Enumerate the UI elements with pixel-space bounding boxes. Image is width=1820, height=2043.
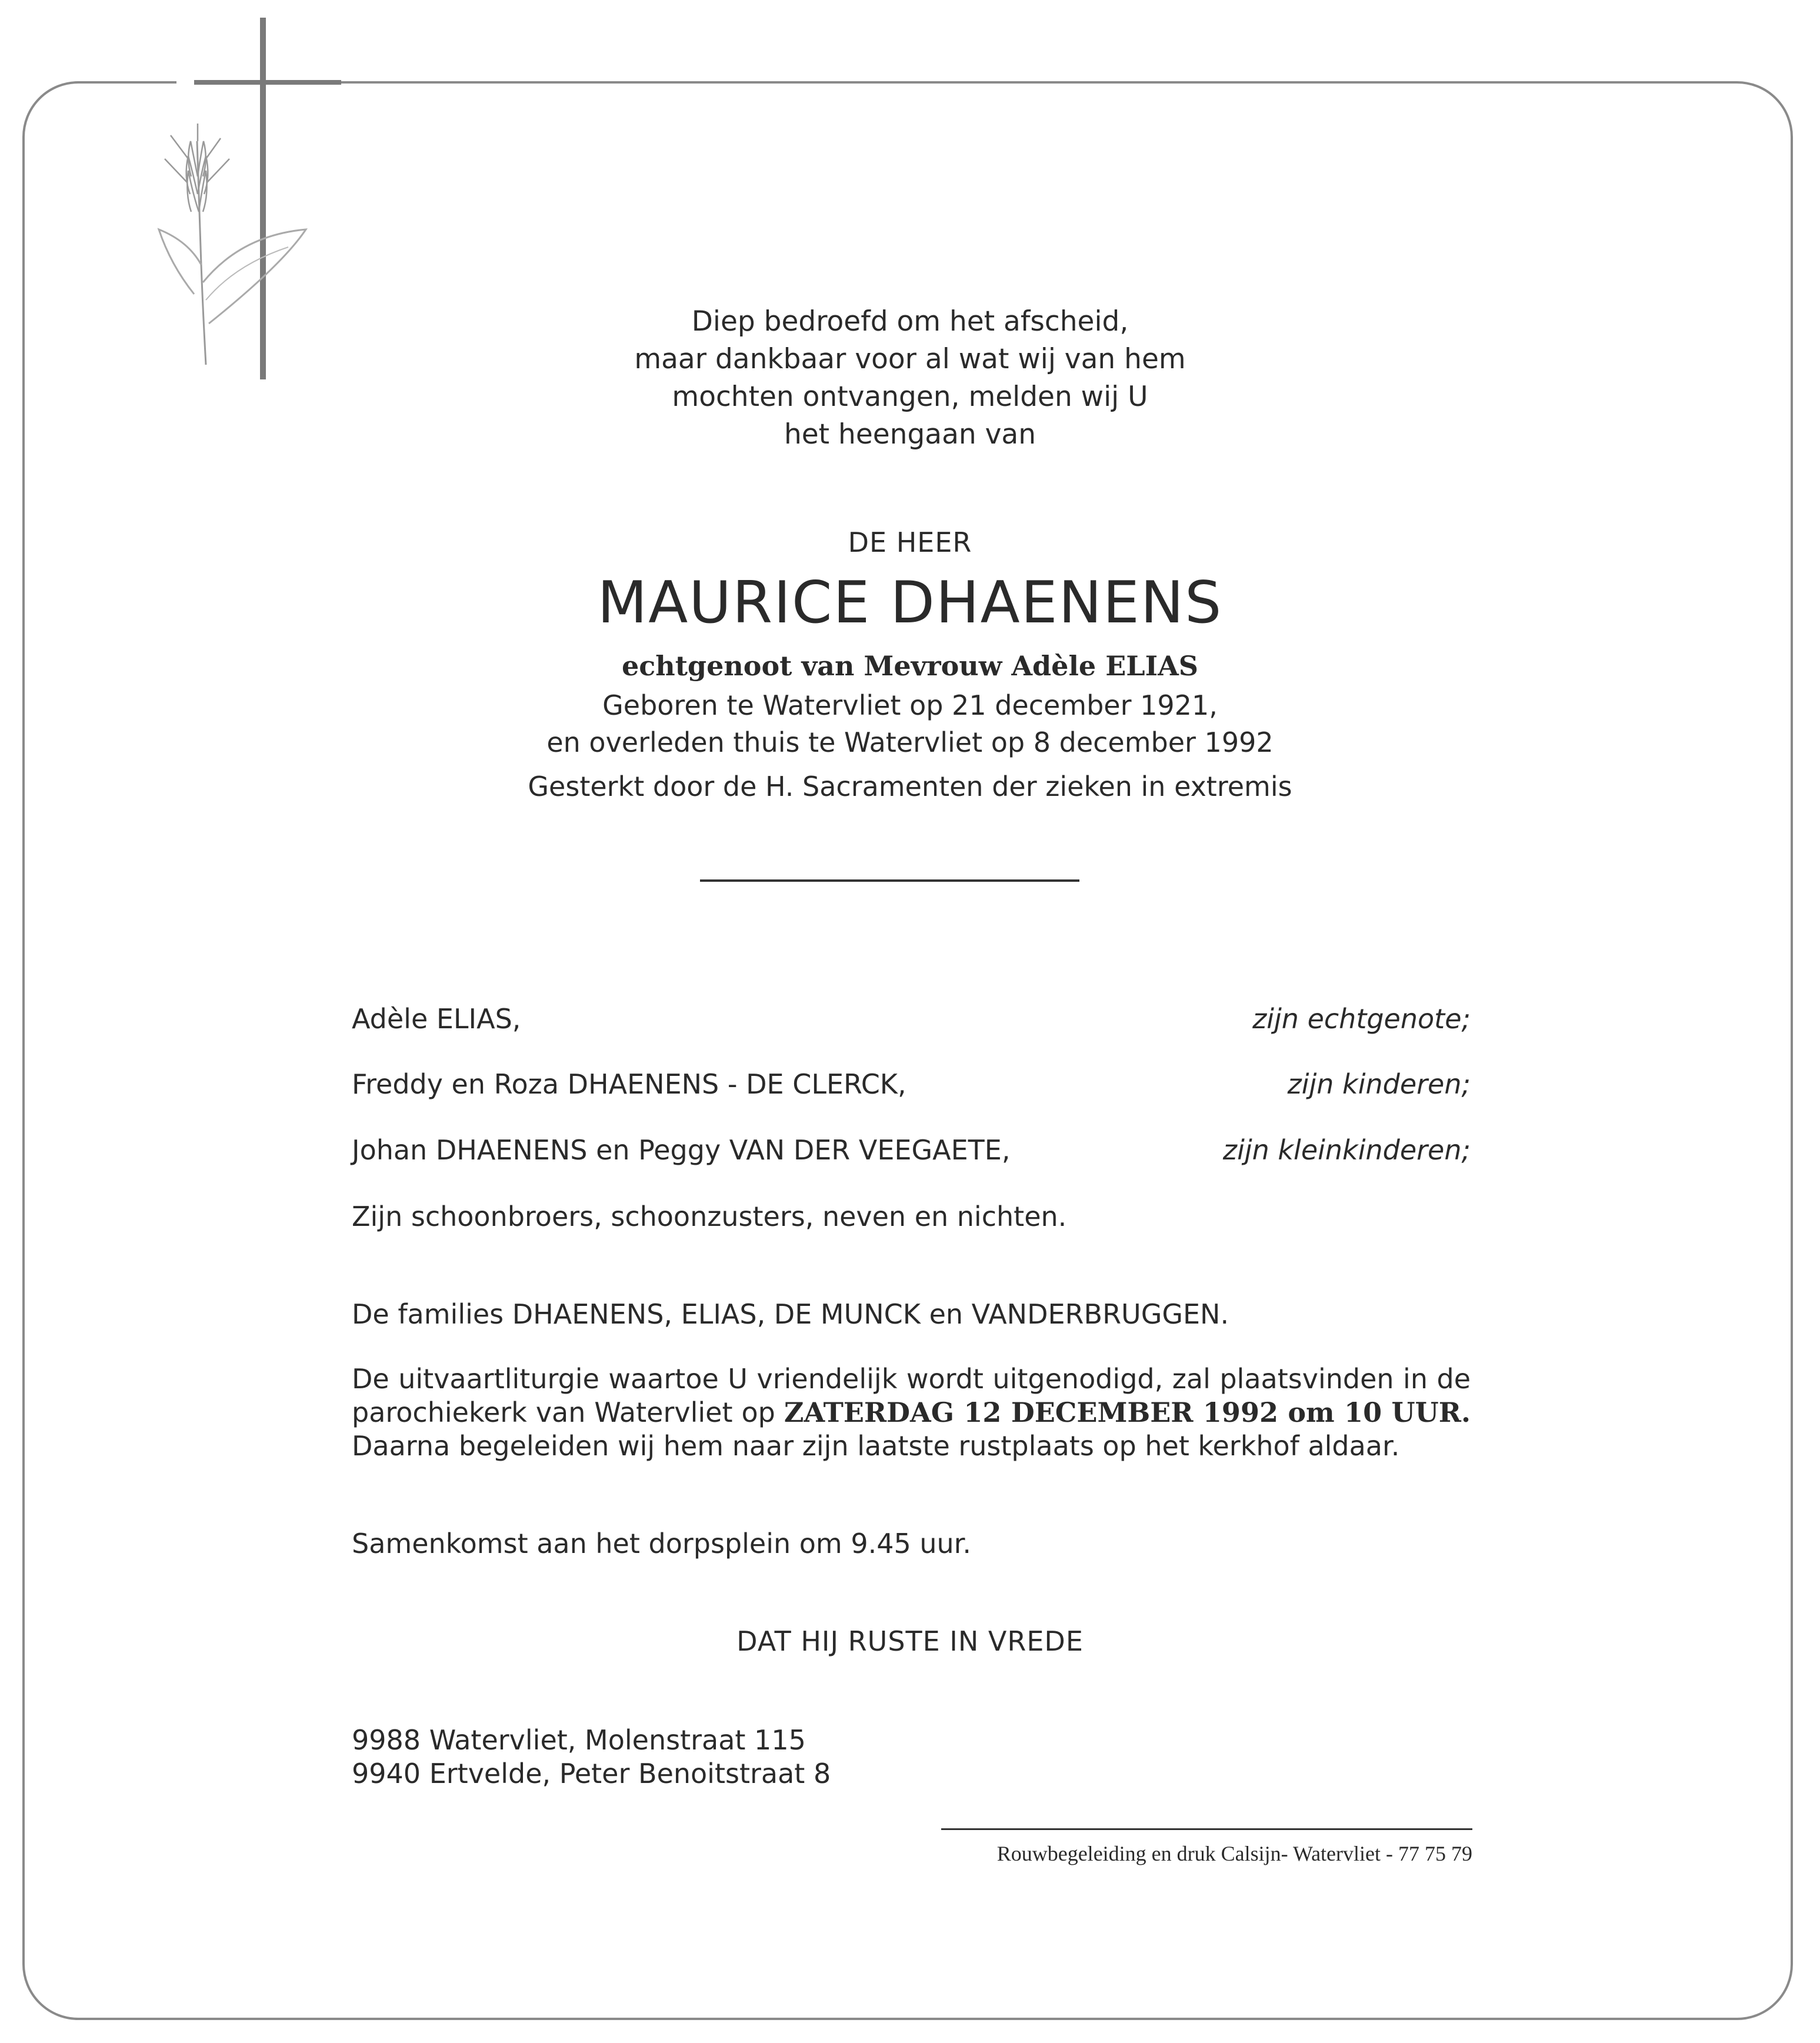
family-name: Freddy en Roza DHAENENS - DE CLERCK,: [352, 1068, 906, 1100]
divider: [700, 879, 1079, 882]
closing-line: DAT HIJ RUSTE IN VREDE: [736, 1625, 1084, 1657]
birth-line: Geboren te Watervliet op 21 december 1921,: [602, 689, 1218, 721]
life-dates: [0, 687, 1820, 761]
family-relation: zijn kleinkinderen;: [1222, 1134, 1471, 1166]
family-row: [352, 1068, 1471, 1104]
intro-line: maar dankbaar voor al wat wij van hem: [634, 343, 1186, 375]
funeral-text: Daarna begeleiden wij hem naar zijn laatste rustplaats op het kerkhof aldaar.: [352, 1430, 1400, 1462]
families-line: De families DHAENENS, ELIAS, DE MUNCK en VANDERBRUGGEN.: [352, 1298, 1229, 1330]
death-line: en overleden thuis te Watervliet op 8 december 1992: [546, 726, 1274, 758]
funeral-text: De uitvaartliturgie waartoe U vriendelijk wordt uitgenodigd, zal plaatsvinden in de parochiekerk van Watervliet op: [352, 1363, 1471, 1428]
intro-line: mochten ontvangen, melden wij U: [672, 381, 1148, 413]
family-row: [352, 1003, 1471, 1038]
deceased-title: DE HEER: [848, 526, 972, 558]
family-name: Adèle ELIAS,: [352, 1003, 521, 1035]
intro-text: [0, 303, 1820, 454]
relatives-line: Zijn schoonbroers, schoonzusters, neven en nichten.: [352, 1201, 1067, 1232]
deceased-spouse: echtgenoot van Mevrouw Adèle ELIAS: [621, 650, 1199, 682]
family-relation: zijn echtgenote;: [1252, 1003, 1471, 1035]
addresses: [352, 1724, 831, 1791]
family-name: Johan DHAENENS en Peggy VAN DER VEEGAETE,: [352, 1134, 1011, 1166]
address-line: 9988 Watervliet, Molenstraat 115: [352, 1724, 806, 1756]
family-relation: zijn kinderen;: [1287, 1068, 1471, 1100]
deceased-name: MAURICE DHAENENS: [597, 569, 1223, 636]
funeral-date-time: ZATERDAG 12 DECEMBER 1992 om 10 UUR.: [784, 1397, 1471, 1428]
printer-credit: Rouwbegeleiding en druk Calsijn- Watervliet - 77 75 79: [996, 1842, 1472, 1865]
intro-line: Diep bedroefd om het afscheid,: [691, 305, 1129, 338]
sacraments-line: Gesterkt door de H. Sacramenten der zieken in extremis: [528, 771, 1292, 802]
address-line: 9940 Ertvelde, Peter Benoitstraat 8: [352, 1758, 831, 1789]
intro-line: het heengaan van: [784, 418, 1036, 451]
family-row: [352, 1134, 1471, 1169]
funeral-announcement: [352, 1362, 1471, 1463]
gathering-line: Samenkomst aan het dorpsplein om 9.45 uur.: [352, 1528, 971, 1559]
printer-rule: [941, 1828, 1472, 1830]
